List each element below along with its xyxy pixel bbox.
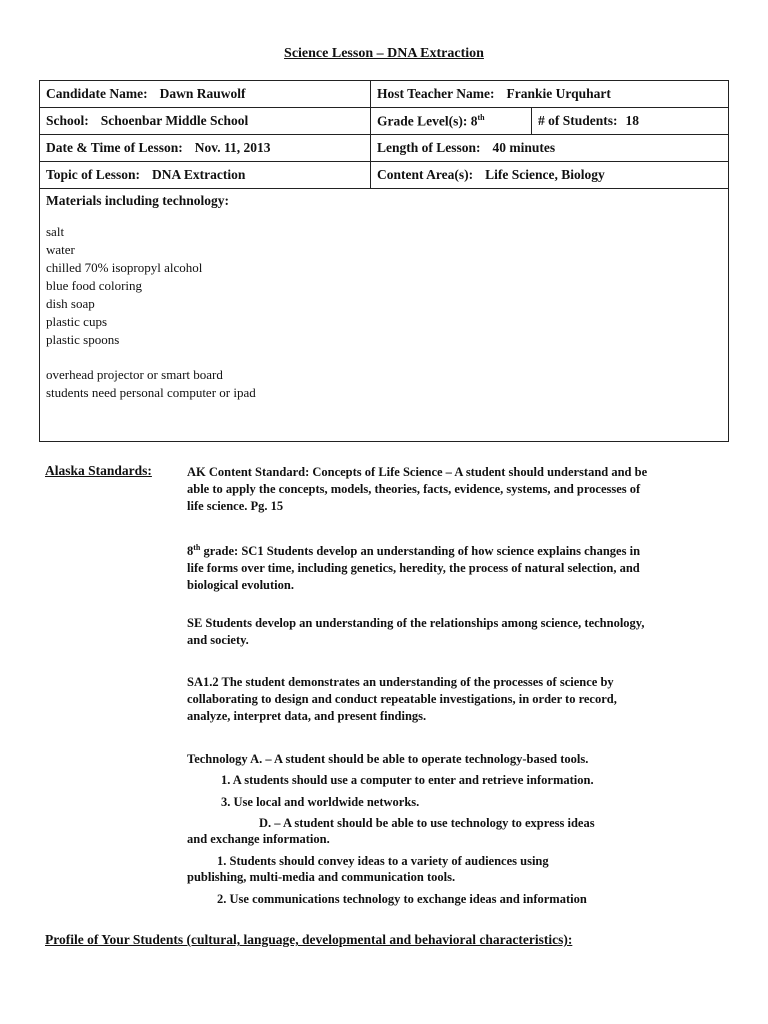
materials-list [46, 223, 722, 402]
host-teacher-cell [371, 81, 729, 108]
topic-label: Topic of Lesson: [46, 167, 141, 182]
topic-cell [40, 162, 371, 189]
tech-material-item: overhead projector or smart board [46, 367, 223, 382]
material-item: plastic spoons [46, 332, 120, 347]
host-teacher-value: Frankie Urquhart [506, 86, 611, 101]
technology-d-1-cont: publishing, multi-media and communication tools. [187, 870, 456, 884]
technology-d-1: 1. Students should convey ideas to a variety of audiences using [217, 854, 549, 868]
lesson-info-table [39, 80, 729, 442]
date-cell [40, 135, 371, 162]
grade-standard [187, 539, 657, 594]
grade-level-cell [371, 108, 532, 135]
school-label: School: [46, 113, 89, 128]
grade-level-label: Grade Level(s): 8 [377, 113, 478, 129]
material-item: chilled 70% isopropyl alcohol [46, 260, 203, 275]
technology-a-3: 3. Use local and worldwide networks. [221, 795, 420, 809]
length-value: 40 minutes [492, 140, 556, 155]
technology-d-cont: and exchange information. [187, 832, 330, 846]
grade-standard-text: grade: SC1 Students develop an understanding of how science explains changes in life forms over time, including genetics, heredity, the process of natural selection, and biological evolution. [187, 544, 641, 593]
candidate-label: Candidate Name: [46, 86, 148, 101]
content-area-value: Life Science, Biology [485, 167, 605, 182]
grade-standard-prefix: 8 [187, 544, 194, 559]
candidate-value: Dawn Rauwolf [159, 86, 246, 101]
profile-heading: Profile of Your Students (cultural, language, developmental and behavioral characteristics): [45, 932, 573, 947]
document-title: Science Lesson – DNA Extraction [284, 46, 484, 61]
alaska-standards-label: Alaska Standards: [45, 463, 152, 478]
students-label: # of Students: [538, 113, 618, 128]
technology-a: Technology A. – A student should be able to operate technology-based tools. [187, 752, 589, 766]
technology-d-2: 2. Use communications technology to exchange ideas and information [217, 892, 587, 906]
students-cell [532, 108, 729, 135]
material-item: water [46, 242, 75, 257]
technology-d: D. – A student should be able to use technology to express ideas [259, 816, 595, 830]
content-area-cell [371, 162, 729, 189]
grade-level-sup: th [477, 112, 485, 122]
school-value: Schoenbar Middle School [100, 113, 249, 128]
topic-value: DNA Extraction [152, 167, 246, 182]
material-item: dish soap [46, 296, 95, 311]
host-teacher-label: Host Teacher Name: [377, 86, 495, 101]
technology-a-1: 1. A students should use a computer to enter and retrieve information. [221, 773, 594, 787]
materials-heading: Materials including technology: [46, 193, 229, 208]
date-label: Date & Time of Lesson: [46, 140, 183, 155]
material-item: salt [46, 224, 65, 239]
candidate-cell [40, 81, 371, 108]
ak-content-standard: AK Content Standard: Concepts of Life Science – A student should understand and be able to apply the concepts, models, theories, facts, evidence, systems, and processes of life science. Pg. 15 [187, 465, 648, 513]
se-standard: SE Students develop an understanding of the relationships among science, technology, and society. [187, 616, 645, 647]
length-label: Length of Lesson: [377, 140, 481, 155]
material-item: plastic cups [46, 314, 108, 329]
tech-material-item: students need personal computer or ipad [46, 385, 256, 400]
materials-cell [40, 189, 729, 442]
sa-standard: SA1.2 The student demonstrates an understanding of the processes of science by collaborating to design and conduct repeatable investigations, in order to record, analyze, interpret data, and present findings. [187, 675, 617, 723]
date-value: Nov. 11, 2013 [194, 140, 271, 155]
material-item: blue food coloring [46, 278, 143, 293]
grade-standard-sup: th [193, 543, 201, 552]
content-area-label: Content Area(s): [377, 167, 474, 182]
school-cell [40, 108, 371, 135]
length-cell [371, 135, 729, 162]
students-value: 18 [625, 113, 640, 128]
